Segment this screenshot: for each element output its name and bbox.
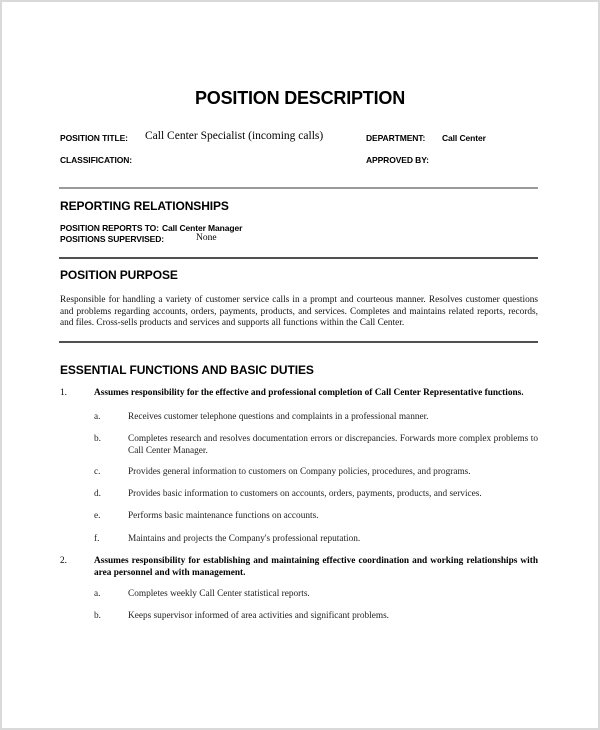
approved-by-label: APPROVED BY: — [366, 155, 429, 165]
reports-to-label: POSITION REPORTS TO: — [60, 223, 159, 233]
duties-heading: ESSENTIAL FUNCTIONS AND BASIC DUTIES — [60, 363, 314, 377]
subduty-letter: a. — [94, 589, 101, 599]
subduty-text: Performs basic maintenance functions on accounts. — [128, 511, 319, 521]
department-label: DEPARTMENT: — [366, 133, 426, 143]
position-title-label: POSITION TITLE: — [60, 133, 128, 143]
subduty-text: Completes research and resolves documentation errors or discrepancies. Forwards more complex problems to Call Center Manager. — [128, 434, 538, 456]
divider — [59, 341, 538, 343]
duty-text: Assumes responsibility for the effective and professional completion of Call Center Representative functions. — [94, 388, 524, 398]
subduty-text: Provides general information to customers on Company policies, procedures, and programs. — [128, 467, 471, 477]
subduty-letter: d. — [94, 489, 101, 499]
purpose-heading: POSITION PURPOSE — [60, 268, 178, 282]
reporting-heading: REPORTING RELATIONSHIPS — [60, 199, 229, 213]
subduty-letter: f. — [94, 534, 100, 544]
divider — [59, 187, 538, 189]
duty-number: 2. — [60, 556, 67, 566]
subduty-letter: b. — [94, 434, 101, 444]
purpose-text: Responsible for handling a variety of customer service calls in a prompt and courteous manner. Resolves customer questions and problems regarding accounts, orders, payments, products, and services. Completes and maintains related reports, records, and files. Cross-sells products and services and supports all functions within the Call Center. — [60, 295, 538, 328]
subduty-text: Completes weekly Call Center statistical reports. — [128, 589, 310, 599]
subduty-letter: b. — [94, 611, 101, 621]
department-value: Call Center — [442, 133, 486, 143]
duty-number: 1. — [60, 388, 67, 398]
document-title: POSITION DESCRIPTION — [194, 88, 406, 108]
classification-label: CLASSIFICATION: — [60, 155, 133, 165]
supervised-label: POSITIONS SUPERVISED: — [60, 234, 165, 244]
subduty-text: Provides basic information to customers on accounts, orders, payments, products, and services. — [128, 489, 482, 499]
position-title-value: Call Center Specialist (incoming calls) — [145, 130, 324, 142]
subduty-text: Receives customer telephone questions and complaints in a professional manner. — [128, 412, 429, 422]
duty-text: Assumes responsibility for establishing and maintaining effective coordination and working relationships with area personnel and with management. — [94, 556, 538, 578]
subduty-text: Keeps supervisor informed of area activities and significant problems. — [128, 611, 390, 621]
subduty-letter: a. — [94, 412, 101, 422]
reports-to-value: Call Center Manager — [162, 223, 243, 233]
subduty-letter: c. — [94, 467, 101, 477]
divider — [59, 257, 538, 259]
subduty-letter: e. — [94, 511, 101, 521]
supervised-value: None — [196, 233, 217, 243]
subduty-text: Maintains and projects the Company's professional reputation. — [128, 534, 361, 544]
